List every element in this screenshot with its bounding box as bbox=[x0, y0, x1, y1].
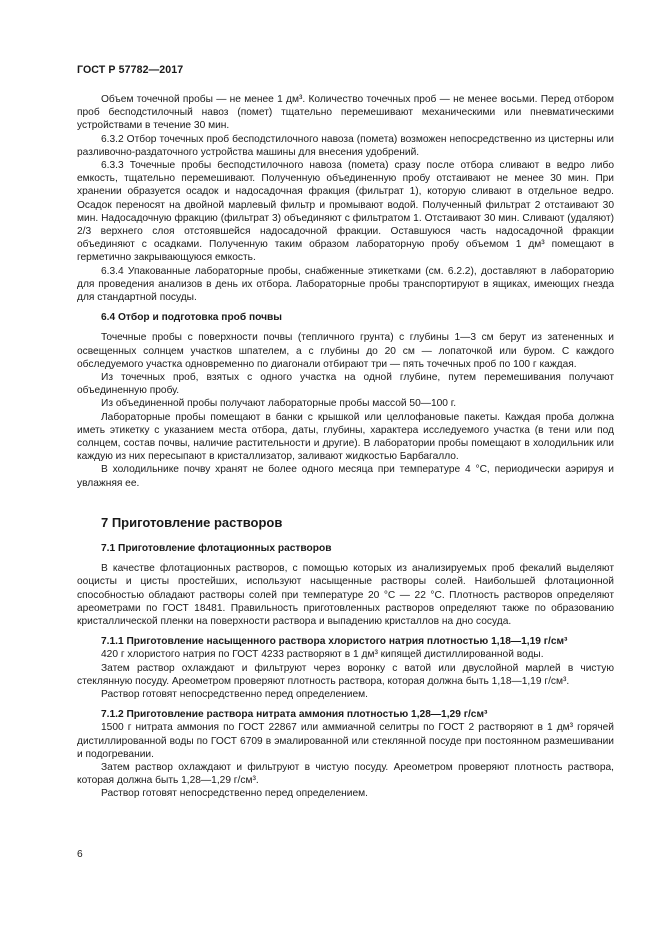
paragraph: Точечные пробы с поверхности почвы (тепличного грунта) с глубины 1—3 см берут из затененных и освещенных солнцем участков шпателем, а с глубины до 20 см — лопаточкой или буром. С каждого обследуемого участка одновременно по диагонали отбирают три — пять точечных проб по 100 г каждая. bbox=[77, 332, 614, 370]
paragraph: Из точечных проб, взятых с одного участка на одной глубине, путем перемешивания получают объединенную пробу. bbox=[77, 372, 614, 397]
paragraph: Объем точечной пробы — не менее 1 дм³. Количество точечных проб — не менее восьми. Перед отбором проб бесподстилочный навоз (помет) тщательно перемешивают механическими или пневматическими устройствами в течение 30 мин. bbox=[77, 94, 614, 132]
paragraph: Затем раствор охлаждают и фильтруют в чистую посуду. Ареометром проверяют плотность раствора, которая должна быть 1,28—1,29 г/см³. bbox=[77, 761, 614, 787]
paragraph: 1500 г нитрата аммония по ГОСТ 22867 или аммиачной селитры по ГОСТ 2 растворяют в 1 дм³ горячей дистиллированной воды по ГОСТ 6709 в эмалированной или стеклянной посуде при постоянном размешивании и подогревании. bbox=[77, 722, 614, 760]
paragraph: 6.3.4 Упакованные лабораторные пробы, снабженные этикетками (см. 6.2.2), доставляют в лабораторию для проведения анализов в день их отбора. Лабораторные пробы транспортируют в ящиках, имеющих гнезда для стандартной посуды. bbox=[77, 265, 614, 304]
page-number: 6 bbox=[77, 849, 83, 860]
paragraph: Раствор готовят непосредственно перед определением. bbox=[101, 688, 368, 700]
paragraph: Лабораторные пробы помещают в банки с крышкой или целлофановые пакеты. Каждая проба должна иметь этикетку с указанием места отбора, даты, глубины, характера исследуемого участка (в тени или под солнцем, состав почвы, наличие растительности и другие). В лаборатории пробы помещают в холодильник или каждую из них пересыпают в кристаллизатор, заливают жидкостью Барбагалло. bbox=[77, 411, 614, 463]
paragraph: Раствор готовят непосредственно перед определением. bbox=[101, 788, 368, 800]
document-body bbox=[77, 93, 614, 801]
section-heading-7-1-1: 7.1.1 Приготовление насыщенного раствора хлористого натрия плотностью 1,18—1,19 г/см³ bbox=[101, 636, 568, 648]
document-header: ГОСТ Р 57782—2017 bbox=[77, 64, 184, 76]
section-heading-7-1: 7.1 Приготовление флотационных растворов bbox=[101, 542, 332, 554]
section-heading-6-4: 6.4 Отбор и подготовка проб почвы bbox=[101, 312, 283, 324]
paragraph: Затем раствор охлаждают и фильтруют через воронку с ватой или двуслойной марлей в чистую стеклянную посуду. Ареометром проверяют плотность раствора, которая должна быть 1,18—1,19 г/см³. bbox=[77, 662, 614, 687]
paragraph: В качестве флотационных растворов, с помощью которых из анализируемых проб фекалий выделяют ооцисты и цисты простейших, используют насыщенные растворы солей. Наибольшей флотационной способностью обладают растворы солей при температуре 20 °С — 22 °С. Плотность растворов определяют ареометрами по ГОСТ 18481. Правильность приготовленных растворов определяют также по образованию кристаллической пленки на поверхности раствора и выпадению кристаллов на дно сосуда. bbox=[77, 563, 614, 627]
paragraph: 6.3.3 Точечные пробы бесподстилочного навоза (помета) сразу после отбора сливают в ведро либо емкость, тщательно перемешивают. Полученную объединенную пробу отстаивают не менее 30 мин. При хранении образуется осадок и надосадочная фракция (фильтрат 1), которую сливают в отдельное ведро. Осадок переносят на двойной марлевый фильтр и промывают водой. Полученный фильтрат 2 отстаивают 30 мин. Надосадочную фракцию (фильтрат 3) объединяют с фильтратом 1. Отстаивают 30 мин. Сливают (удаляют) 2/3 верхнего слоя отстоявшейся надосадочной фракции. Оставшуюся часть надосадочной фракции объединяют с осадками. Полученную таким образом лабораторную пробу объемом 1 дм³ помещают в герметично закрывающуюся емкость. bbox=[77, 160, 614, 264]
section-heading-7-1-2: 7.1.2 Приготовление раствора нитрата аммония плотностью 1,28—1,29 г/см³ bbox=[101, 709, 488, 721]
section-heading-7: 7 Приготовление растворов bbox=[101, 514, 283, 530]
paragraph: В холодильнике почву хранят не более одного месяца при температуре 4 °С, периодически аэрируя и увлажняя ее. bbox=[77, 464, 614, 489]
paragraph: 420 г хлористого натрия по ГОСТ 4233 растворяют в 1 дм³ кипящей дистиллированной воды. bbox=[101, 649, 544, 661]
paragraph: 6.3.2 Отбор точечных проб бесподстилочного навоза (помета) возможен непосредственно из цистерны или разливочно-раздаточного устройства машины для внесения удобрений. bbox=[77, 133, 614, 158]
paragraph: Из объединенной пробы получают лабораторные пробы массой 50—100 г. bbox=[101, 398, 457, 410]
